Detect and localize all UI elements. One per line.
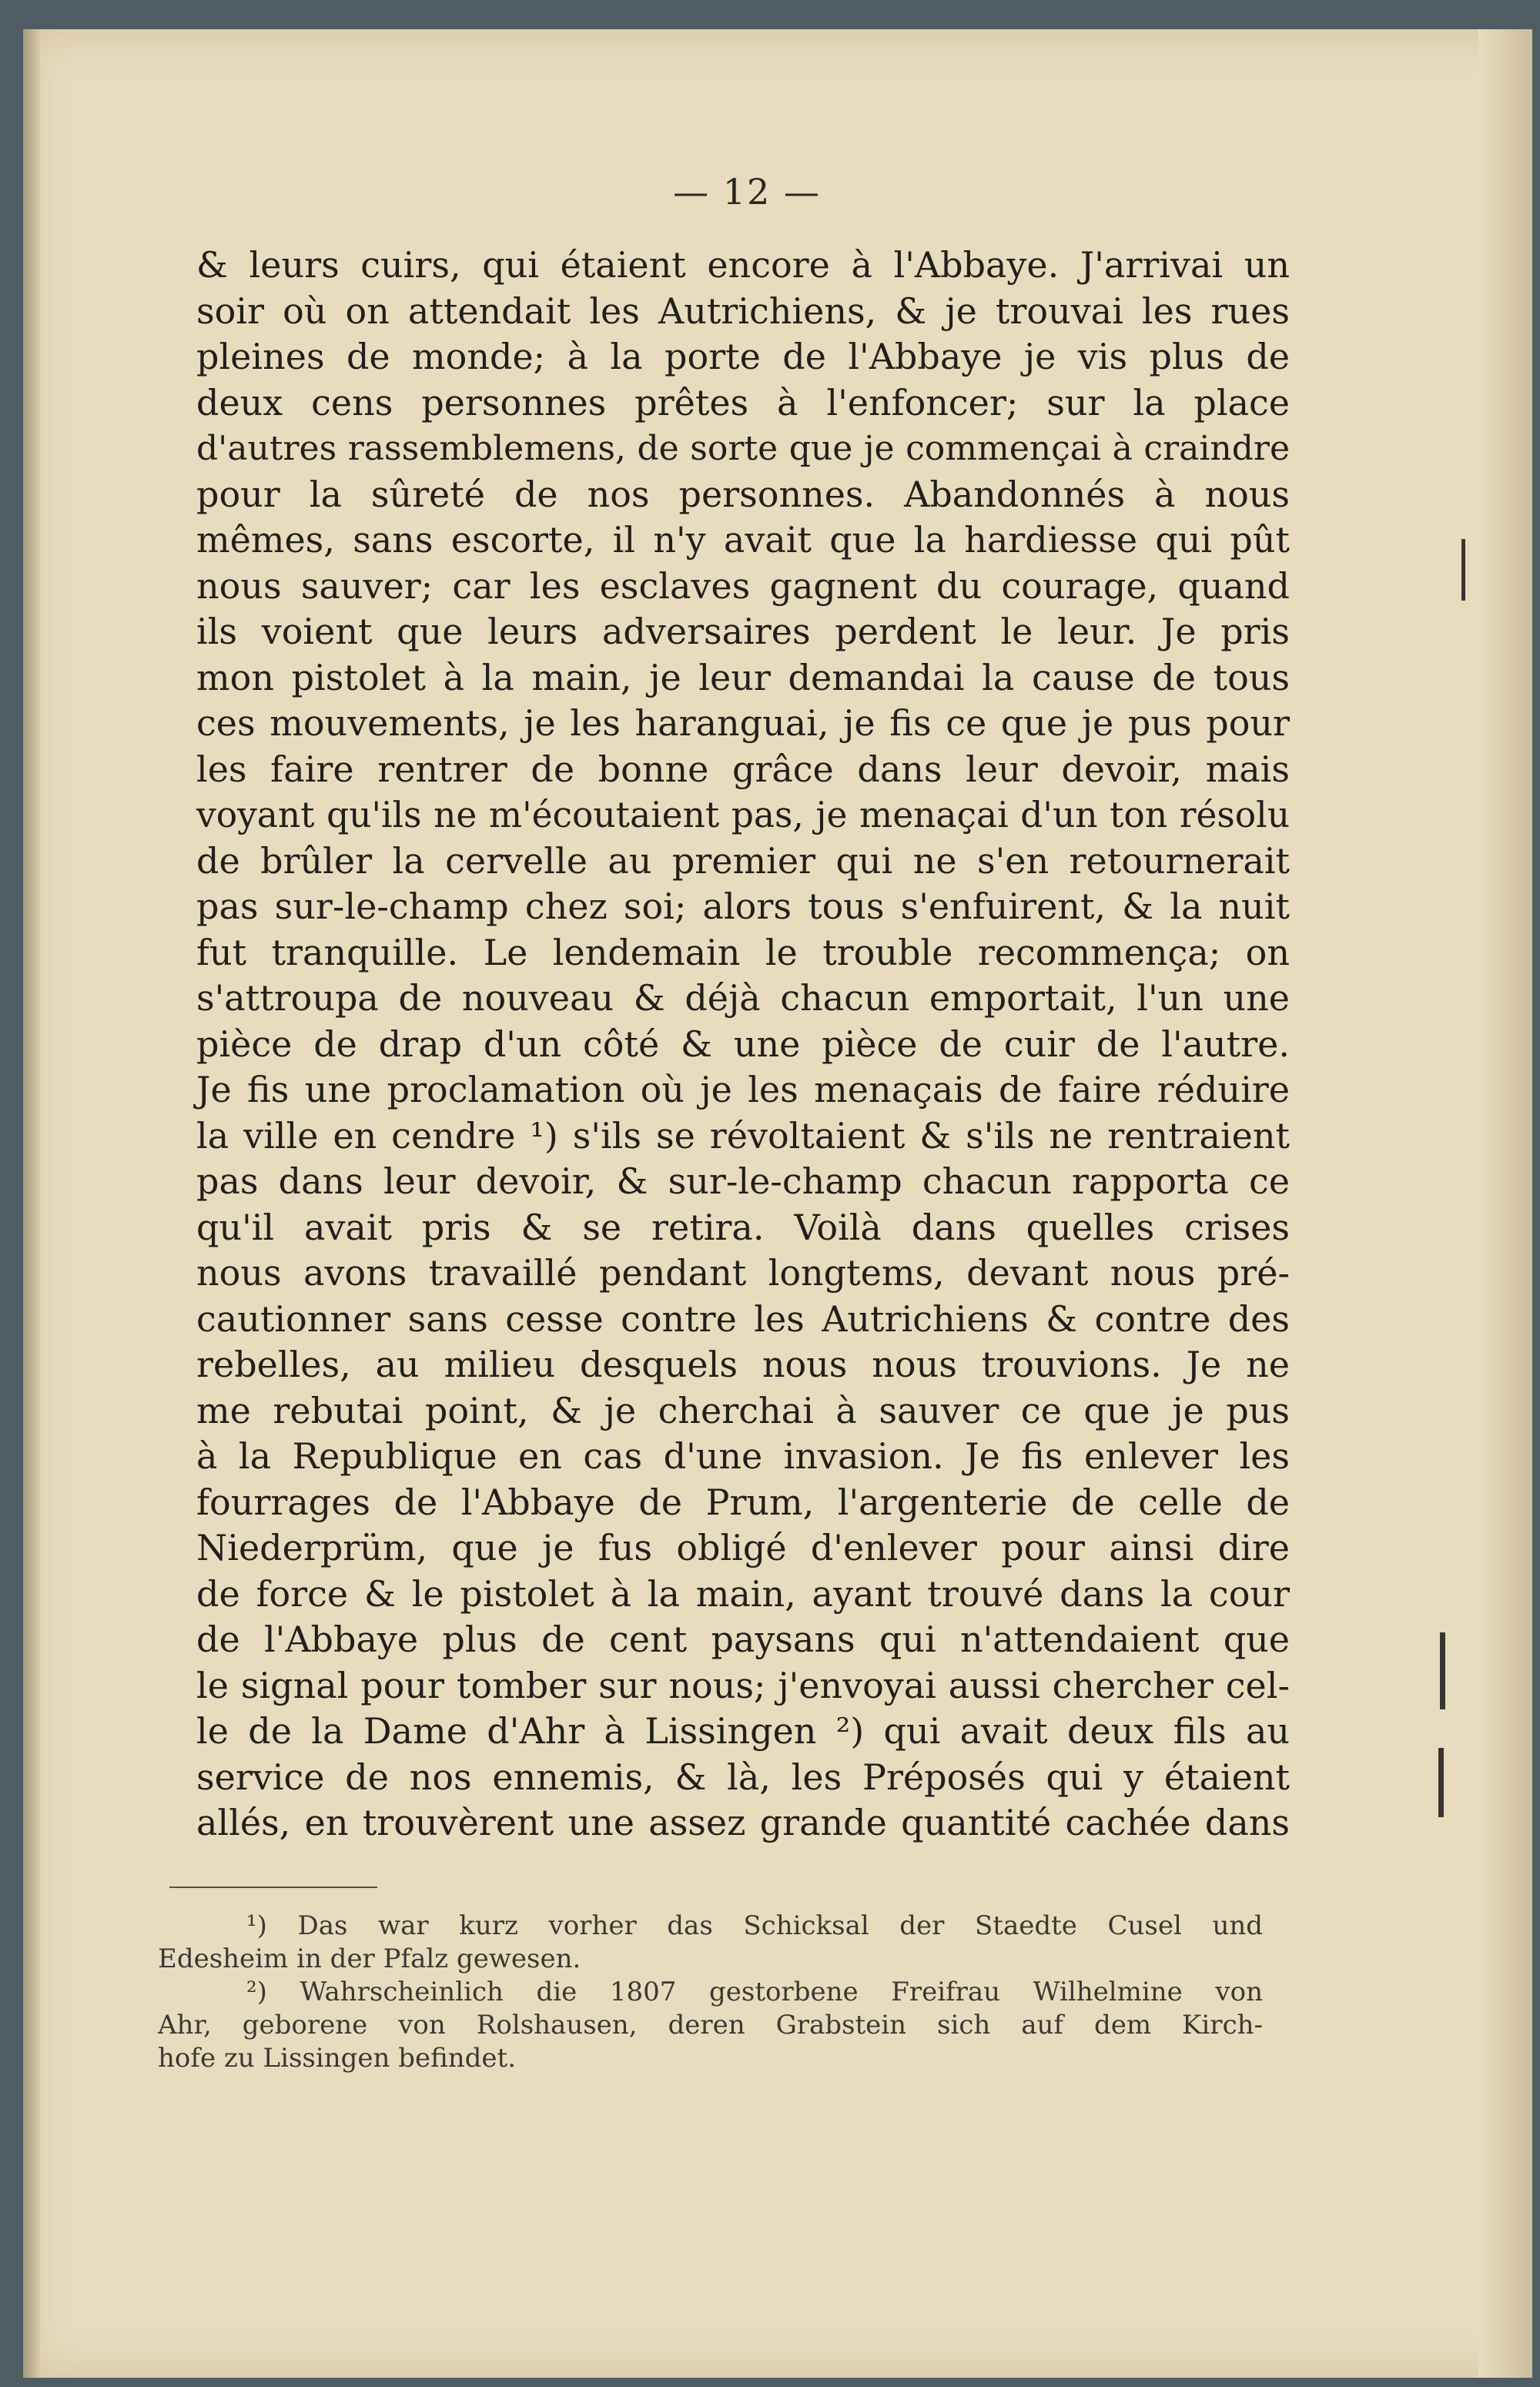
footnote-line: Edesheim in der Pfalz gewesen. (158, 1943, 581, 1974)
text-line: qu'il avait pris & se retira. Voilà dans quelles crises (196, 1206, 1290, 1248)
text-line: ils voient que leurs adversaires perdent le leur. Je pris (196, 611, 1290, 652)
text-line: pas dans leur devoir, & sur-le-champ chacun rapporta ce (196, 1160, 1290, 1202)
margin-mark (1440, 1632, 1445, 1709)
body-text (196, 243, 1290, 1846)
footnote-line: ¹) Das war kurz vorher das Schicksal der Staedte Cusel und (246, 1910, 1263, 1941)
text-line: allés, en trouvèrent une assez grande quantité cachée dans (196, 1802, 1290, 1843)
text-line: le signal pour tomber sur nous; j'envoyai aussi chercher cel- (196, 1664, 1290, 1706)
text-line: service de nos ennemis, & là, les Préposés qui y étaient (196, 1756, 1290, 1798)
text-line: nous avons travaillé pendant longtems, devant nous pré- (196, 1252, 1290, 1294)
text-line: fut tranquille. Le lendemain le trouble recommença; on (196, 931, 1290, 973)
text-line: pleines de monde; à la porte de l'Abbaye je vis plus de (196, 336, 1290, 377)
footnote-line: ²) Wahrscheinlich die 1807 gestorbene Freifrau Wilhelmine von (246, 1977, 1263, 2007)
text-line: soir où on attendait les Autrichiens, & je trouvai les rues (196, 290, 1290, 332)
text-line: cautionner sans cesse contre les Autrichiens & contre des (196, 1297, 1290, 1340)
text-line: d'autres rassemblemens, de sorte que je commençai à craindre (196, 429, 1290, 468)
page-edge (1478, 29, 1532, 2378)
page-number: — 12 — (673, 171, 821, 213)
text-line: à la Republique en cas d'une invasion. Je fis enlever les (196, 1435, 1290, 1477)
text-line: s'attroupa de nouveau & déjà chacun emportait, l'un une (196, 977, 1290, 1019)
text-line: voyant qu'ils ne m'écoutaient pas, je menaçai d'un ton résolu (196, 795, 1290, 835)
text-line: rebelles, au milieu desquels nous nous trouvions. Je ne (196, 1344, 1290, 1385)
book-spine-shadow (23, 29, 40, 2378)
text-line: pièce de drap d'un côté & une pièce de cuir de l'autre. (196, 1023, 1290, 1065)
text-line: le de la Dame d'Ahr à Lissingen ²) qui avait deux fils au (196, 1710, 1290, 1752)
text-line: me rebutai point, & je cherchai à sauver ce que je pus (196, 1389, 1290, 1431)
text-line: Je fis une proclamation où je les menaçais de faire réduire (196, 1069, 1290, 1110)
text-line: Niederprüm, que je fus obligé d'enlever pour ainsi dire (196, 1527, 1290, 1568)
footnote-line: hofe zu Lissingen befindet. (158, 2043, 517, 2074)
text-line: de force & le pistolet à la main, ayant trouvé dans la cour (196, 1572, 1290, 1615)
text-line: mon pistolet à la main, je leur demandai la cause de tous (196, 656, 1290, 698)
text-line: mêmes, sans escorte, il n'y avait que la hardiesse qui pût (196, 519, 1290, 561)
text-line: de brûler la cervelle au premier qui ne s'en retournerait (196, 839, 1290, 882)
text-line: deux cens personnes prêtes à l'enfoncer; sur la place (196, 381, 1290, 424)
margin-mark (1438, 1748, 1444, 1817)
footnotes (158, 1910, 1263, 2075)
margin-mark (1461, 539, 1465, 601)
text-line: pour la sûreté de nos personnes. Abandonnés à nous (196, 473, 1290, 515)
text-line: fourrages de l'Abbaye de Prum, l'argenterie de celle de (196, 1481, 1290, 1523)
text-line: & leurs cuirs, qui étaient encore à l'Abbaye. J'arrivai un (196, 244, 1290, 286)
text-line: la ville en cendre ¹) s'ils se révoltaient & s'ils ne rentraient (196, 1114, 1290, 1157)
text-line: nous sauver; car les esclaves gagnent du courage, quand (196, 564, 1290, 607)
text-line: pas sur-le-champ chez soi; alors tous s'enfuirent, & la nuit (196, 886, 1290, 927)
text-line: de l'Abbaye plus de cent paysans qui n'attendaient que (196, 1619, 1290, 1660)
text-line: ces mouvements, je les haranguai, je fis ce que je pus pour (196, 702, 1290, 744)
footnote-separator (169, 1886, 377, 1888)
text-line: les faire rentrer de bonne grâce dans leur devoir, mais (196, 748, 1290, 790)
footnote-line: Ahr, geborene von Rolshausen, deren Grabstein sich auf dem Kirch- (158, 2010, 1263, 2040)
